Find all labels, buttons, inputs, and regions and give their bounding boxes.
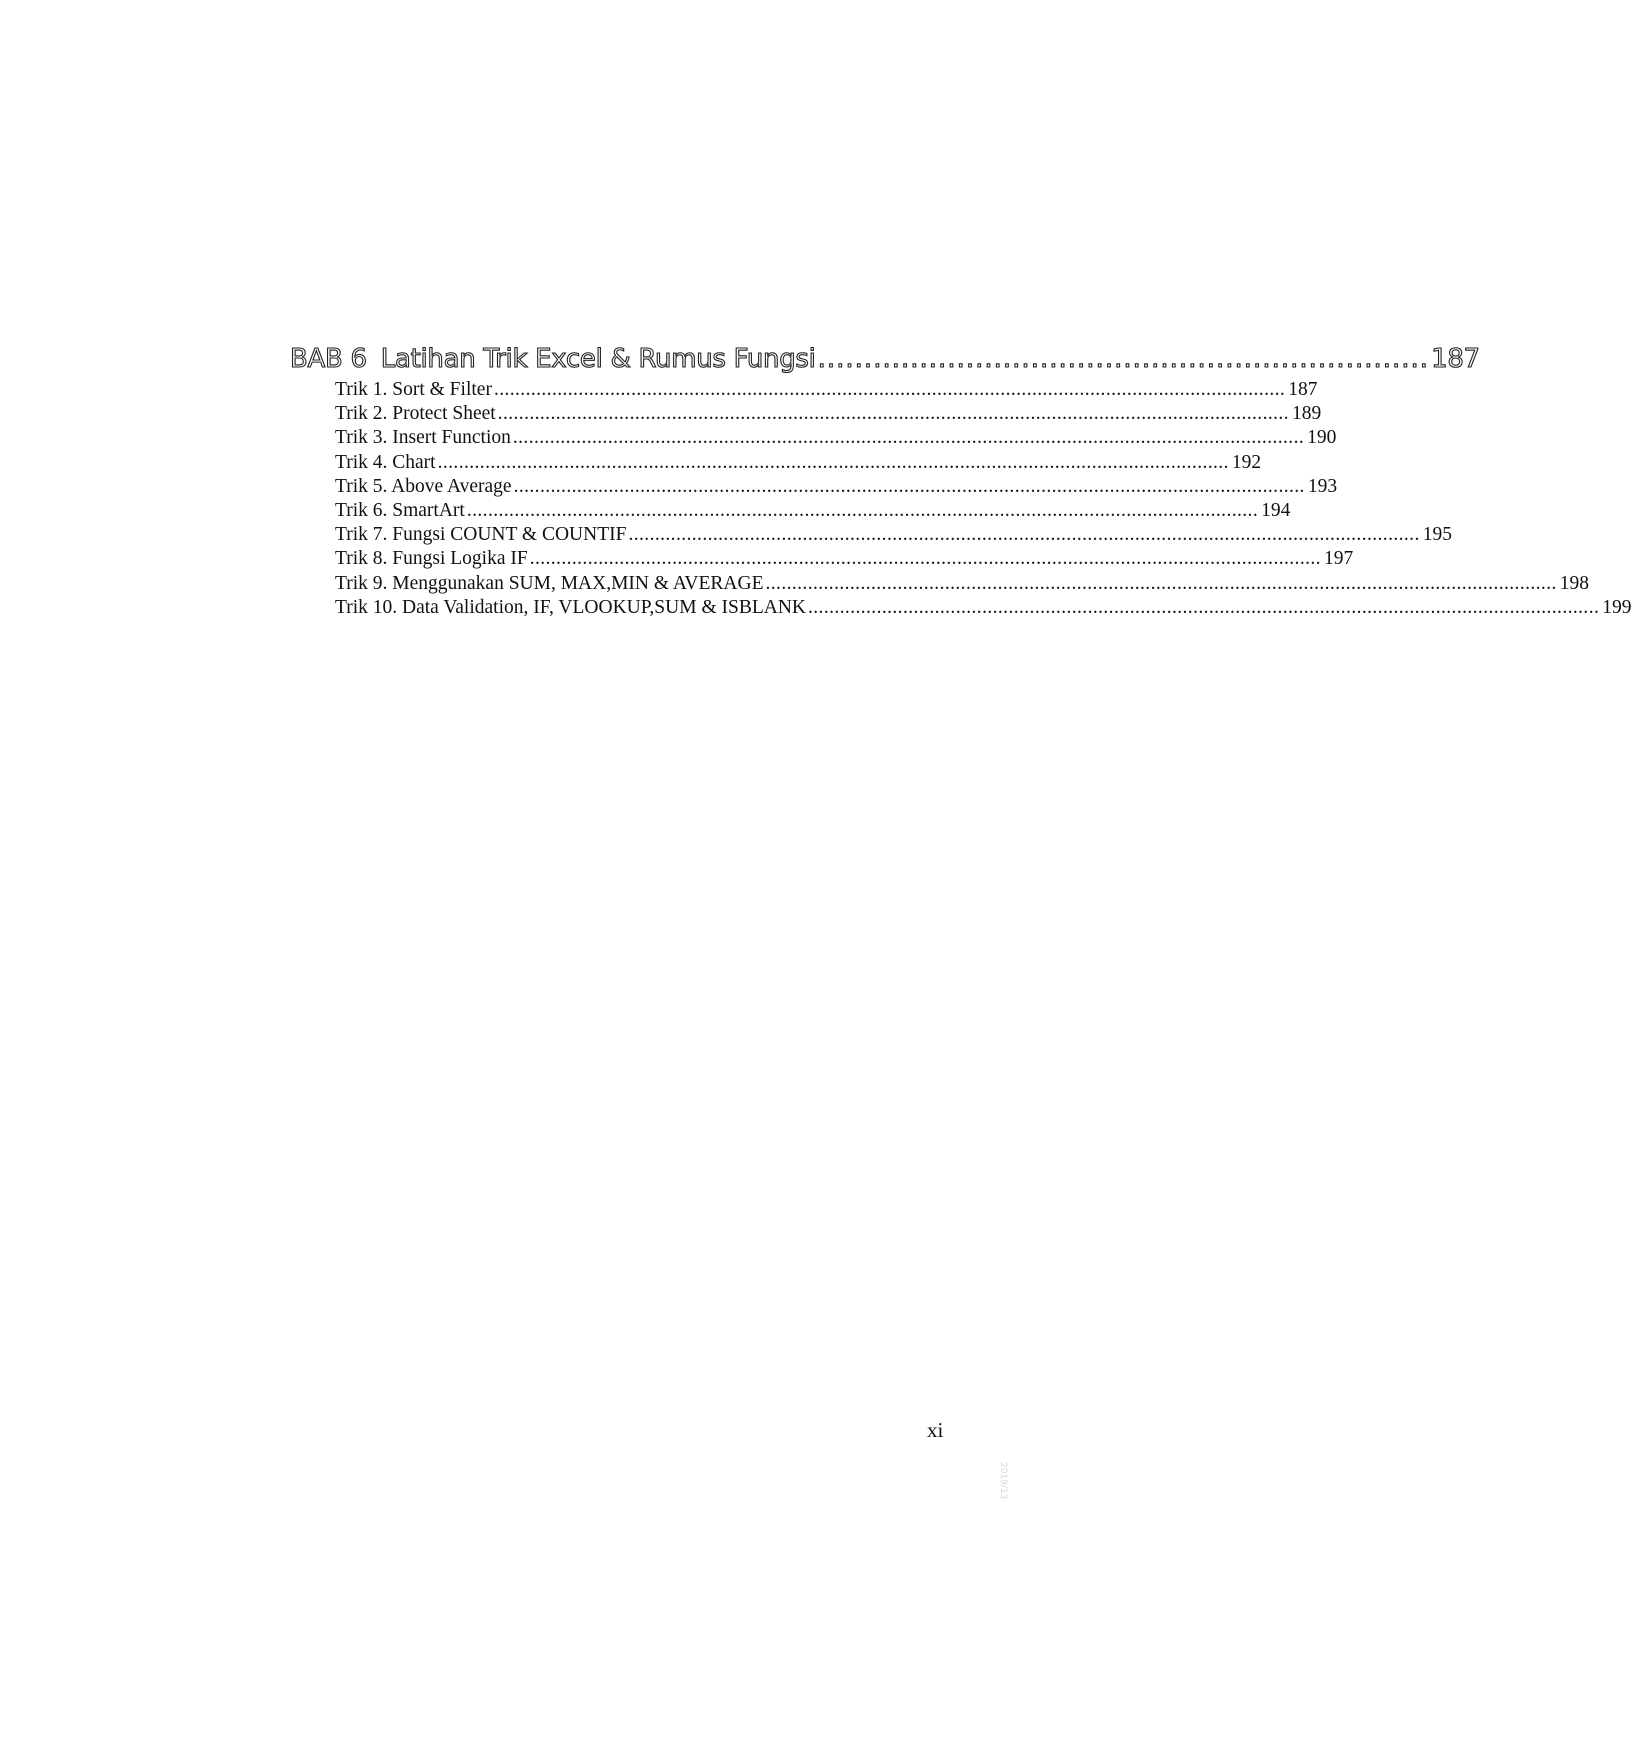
toc-entry bbox=[335, 572, 1589, 596]
toc-entry bbox=[335, 475, 1338, 499]
toc-entry-label: Trik 6. SmartArt bbox=[335, 499, 465, 521]
toc-entry-page: 197 bbox=[1323, 548, 1354, 570]
toc-entry-label: Trik 2. Protect Sheet bbox=[335, 403, 496, 425]
toc-entry-label: Trik 4. Chart bbox=[335, 451, 436, 473]
toc-entry-label: Trik 10. Data Validation, IF, VLOOKUP,SUM & ISBLANK bbox=[335, 596, 806, 618]
dot-leader: ...................................................................................................................................................... bbox=[466, 499, 1259, 521]
dot-leader: .................................................................. bbox=[817, 344, 1430, 374]
dot-leader: ...................................................................................................................................................... bbox=[493, 379, 1286, 400]
toc-entry bbox=[335, 378, 1318, 402]
toc-entry-label: Trik 8. Fungsi Logika IF bbox=[335, 548, 528, 570]
toc-entry-page: 194 bbox=[1261, 499, 1291, 521]
table-of-contents bbox=[290, 342, 1632, 620]
dot-leader: ...................................................................................................................................................... bbox=[628, 524, 1420, 546]
chapter-heading bbox=[290, 342, 1480, 376]
toc-entry-label: Trik 3. Insert Function bbox=[335, 427, 511, 449]
dot-leader: ...................................................................................................................................................... bbox=[497, 403, 1289, 425]
dot-leader: ...................................................................................................................................................... bbox=[529, 548, 1321, 570]
toc-entry bbox=[335, 596, 1632, 620]
toc-entry bbox=[335, 451, 1262, 475]
toc-entry-page: 189 bbox=[1291, 403, 1322, 425]
chapter-number: BAB 6 bbox=[290, 344, 367, 374]
toc-entry bbox=[335, 426, 1337, 450]
toc-entry bbox=[335, 523, 1452, 547]
dot-leader: ...................................................................................................................................................... bbox=[437, 451, 1229, 473]
toc-entry-page: 192 bbox=[1231, 451, 1262, 473]
scan-stamp: 2019/13 bbox=[998, 1462, 1008, 1500]
dot-leader: ...................................................................................................................................................... bbox=[808, 596, 1600, 618]
chapter-page-number: 187 bbox=[1431, 344, 1480, 374]
dot-leader: ...................................................................................................................................................... bbox=[513, 475, 1305, 497]
toc-entry-label: Trik 5. Above Average bbox=[335, 475, 512, 497]
toc-entry-page: 195 bbox=[1422, 524, 1452, 546]
toc-entry bbox=[335, 499, 1291, 523]
chapter-title: Latihan Trik Excel & Rumus Fungsi bbox=[380, 344, 816, 374]
toc-entry-page: 187 bbox=[1288, 379, 1318, 400]
toc-entry-label: Trik 7. Fungsi COUNT & COUNTIF bbox=[335, 524, 627, 546]
dot-leader: ...................................................................................................................................................... bbox=[512, 427, 1305, 449]
page-number: xi bbox=[927, 1418, 944, 1442]
toc-entry-page: 190 bbox=[1307, 427, 1337, 449]
toc-entry-label: Trik 9. Menggunakan SUM, MAX,MIN & AVERAGE bbox=[335, 572, 764, 594]
toc-entry bbox=[335, 402, 1322, 426]
toc-entries bbox=[290, 378, 1632, 620]
toc-entry-page: 199 bbox=[1602, 596, 1632, 618]
toc-entry bbox=[335, 547, 1354, 571]
toc-entry-label: Trik 1. Sort & Filter bbox=[335, 379, 492, 400]
toc-entry-page: 198 bbox=[1559, 572, 1589, 594]
dot-leader: ...................................................................................................................................................... bbox=[765, 572, 1557, 594]
toc-entry-page: 193 bbox=[1307, 475, 1338, 497]
